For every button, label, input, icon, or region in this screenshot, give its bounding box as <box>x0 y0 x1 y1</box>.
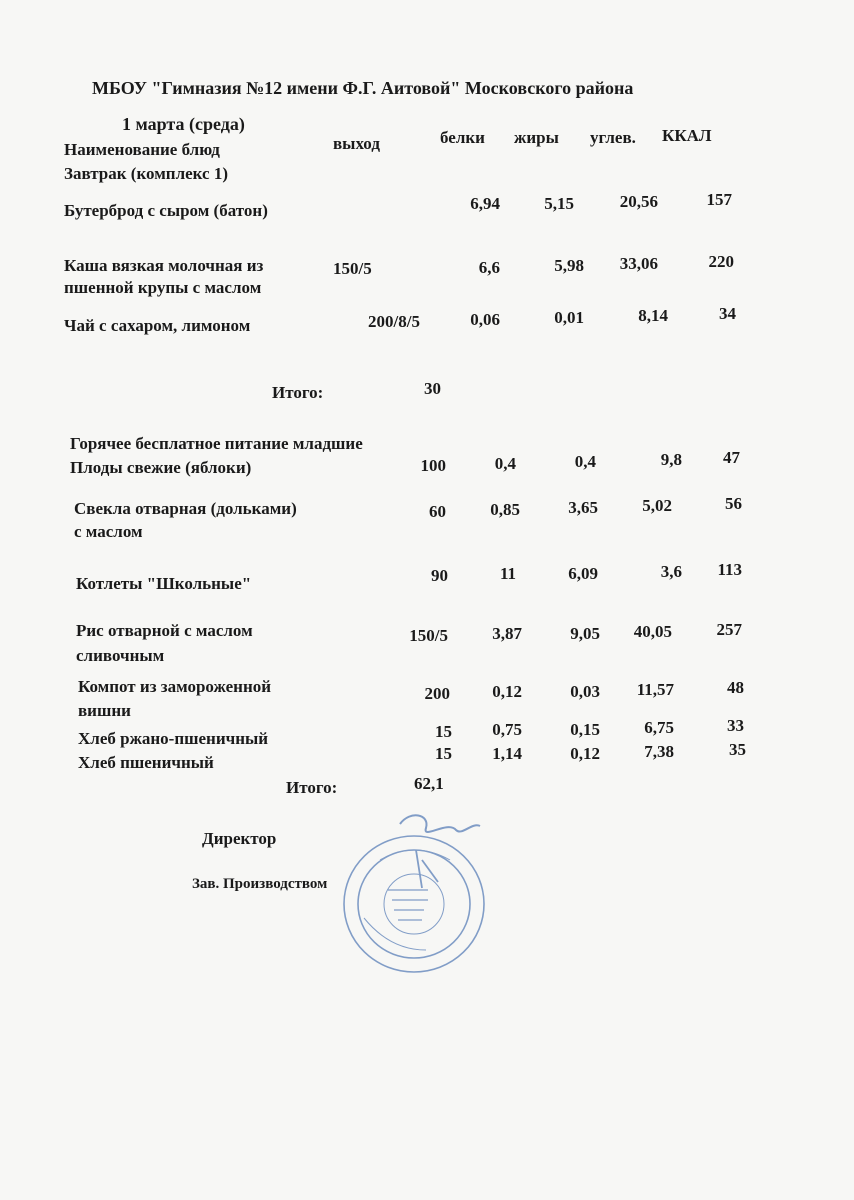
breakfast-item-kcal: 157 <box>706 190 732 209</box>
lunch-item-yield: 90 <box>431 566 448 585</box>
lunch-item-name: Хлеб ржано-пшеничный <box>78 729 269 748</box>
breakfast-total-value: 30 <box>424 379 441 398</box>
lunch-item-proteins: 0,12 <box>492 682 522 701</box>
lunch-item-carbs: 40,05 <box>633 622 672 641</box>
lunch-item-kcal: 113 <box>717 560 742 579</box>
lunch-item-carbs: 7,38 <box>644 742 674 761</box>
lunch-item-name: Хлеб пшеничный <box>78 753 214 772</box>
breakfast-item-yield: 200/8/5 <box>368 312 420 331</box>
breakfast-item-yield: 150/5 <box>333 259 372 278</box>
lunch-item-yield: 150/5 <box>409 626 448 645</box>
lunch-item-name: Компот из замороженной <box>78 677 272 696</box>
lunch-item-yield: 200 <box>424 684 450 703</box>
lunch-item-yield: 60 <box>429 502 446 521</box>
lunch-item-name: Рис отварной с маслом <box>76 621 253 640</box>
breakfast-total-label: Итого: <box>272 383 324 402</box>
production-head-label: Зав. Производством <box>192 876 328 892</box>
col-yield-header: выход <box>333 134 380 153</box>
col-fats-header: жиры <box>514 128 559 147</box>
lunch-item-proteins: 1,14 <box>492 744 522 763</box>
lunch-total-label: Итого: <box>286 778 338 797</box>
col-kcal-header: ККАЛ <box>662 126 712 145</box>
lunch-item-fats: 0,03 <box>570 682 600 701</box>
lunch-total-value: 62,1 <box>414 774 444 793</box>
breakfast-item-name: Чай с сахаром, лимоном <box>64 316 251 335</box>
breakfast-item-name: Бутерброд с сыром (батон) <box>64 201 268 220</box>
breakfast-item-fats: 5,98 <box>554 256 584 275</box>
lunch-item-carbs: 6,75 <box>644 718 674 737</box>
lunch-item-name: Котлеты "Школьные" <box>76 574 252 593</box>
lunch-item-kcal: 56 <box>725 494 742 513</box>
lunch-item-fats: 0,12 <box>570 744 600 763</box>
lunch-item-proteins: 11 <box>499 564 516 583</box>
lunch-item-carbs: 3,6 <box>660 562 682 581</box>
lunch-item-yield: 15 <box>435 722 452 741</box>
director-label: Директор <box>202 829 277 848</box>
lunch-item-carbs: 9,8 <box>660 450 682 469</box>
breakfast-item-carbs: 20,56 <box>619 192 658 211</box>
lunch-item-name: Плоды свежие (яблоки) <box>70 458 252 477</box>
breakfast-item-name-line2: пшенной крупы с маслом <box>64 278 262 297</box>
lunch-item-kcal: 33 <box>727 716 744 735</box>
lunch-item-kcal: 257 <box>716 620 742 639</box>
breakfast-title: Завтрак (комплекс 1) <box>64 164 228 183</box>
breakfast-item-kcal: 220 <box>708 252 734 271</box>
breakfast-item-proteins: 6,94 <box>470 194 500 213</box>
lunch-item-fats: 0,15 <box>570 720 600 739</box>
lunch-item-yield: 15 <box>435 744 452 763</box>
lunch-item-name: Свекла отварная (дольками) <box>74 499 297 518</box>
lunch-item-fats: 0,4 <box>574 452 596 471</box>
breakfast-item-kcal: 34 <box>719 304 736 323</box>
lunch-item-yield: 100 <box>420 456 446 475</box>
lunch-item-name-line2: сливочным <box>76 646 165 665</box>
menu-date: 1 марта (среда) <box>122 114 245 134</box>
lunch-item-name-line2: вишни <box>78 701 131 720</box>
school-title: МБОУ "Гимназия №12 имени Ф.Г. Аитовой" Московского района <box>92 78 634 98</box>
breakfast-item-fats: 0,01 <box>554 308 584 327</box>
breakfast-item-fats: 5,15 <box>544 194 574 213</box>
lunch-item-fats: 3,65 <box>568 498 598 517</box>
lunch-item-proteins: 0,75 <box>492 720 522 739</box>
lunch-item-proteins: 3,87 <box>492 624 522 643</box>
breakfast-item-carbs: 33,06 <box>619 254 658 273</box>
lunch-item-kcal: 48 <box>727 678 744 697</box>
breakfast-item-proteins: 0,06 <box>470 310 500 329</box>
lunch-item-carbs: 11,57 <box>636 680 674 699</box>
breakfast-item-name: Каша вязкая молочная из <box>64 256 264 275</box>
lunch-item-kcal: 47 <box>723 448 740 467</box>
col-proteins-header: белки <box>440 128 485 147</box>
lunch-title: Горячее бесплатное питание младшие <box>70 434 363 453</box>
lunch-item-name-line2: с маслом <box>74 522 143 541</box>
lunch-item-fats: 6,09 <box>568 564 598 583</box>
lunch-item-proteins: 0,85 <box>490 500 520 519</box>
lunch-item-proteins: 0,4 <box>494 454 516 473</box>
official-stamp <box>330 800 490 980</box>
breakfast-item-proteins: 6,6 <box>478 258 500 277</box>
lunch-item-carbs: 5,02 <box>642 496 672 515</box>
col-name-header: Наименование блюд <box>64 140 220 159</box>
breakfast-item-carbs: 8,14 <box>638 306 668 325</box>
col-carbs-header: углев. <box>590 128 636 147</box>
lunch-item-fats: 9,05 <box>570 624 600 643</box>
lunch-item-kcal: 35 <box>729 740 746 759</box>
